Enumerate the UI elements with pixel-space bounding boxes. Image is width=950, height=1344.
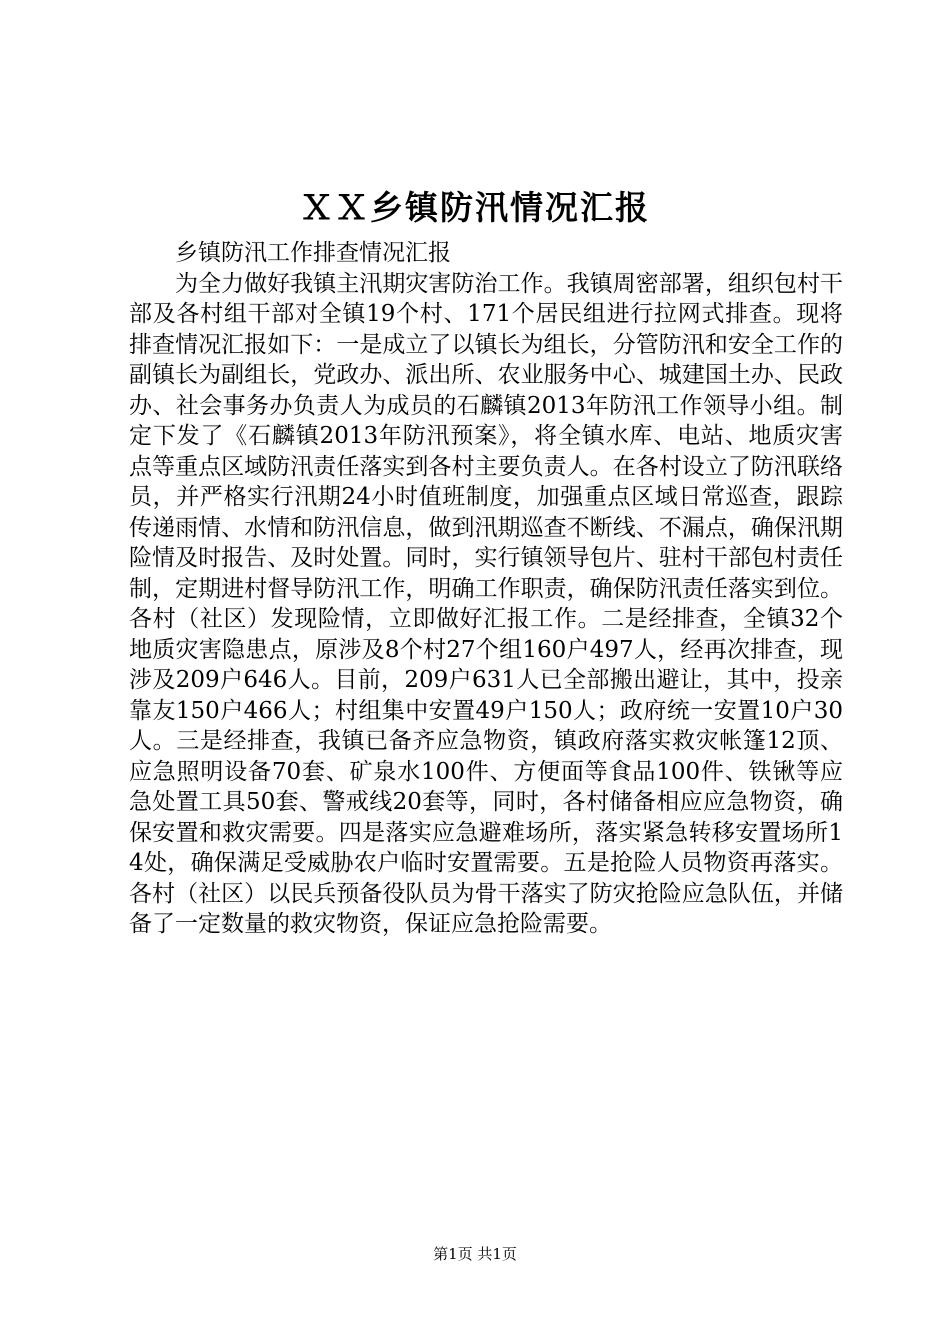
document-body	[129, 238, 843, 940]
document-subtitle: 乡镇防汛工作排查情况汇报	[175, 240, 451, 266]
page-number-footer: 第1页 共1页	[433, 1245, 517, 1263]
document-title: ＸＸ乡镇防汛情况汇报	[300, 188, 650, 227]
body-paragraph: 为全力做好我镇主汛期灾害防治工作。我镇周密部署，组织包村干部及各村组干部对全镇19个村、171个居民组进行拉网式排查。现将排查情况汇报如下：一是成立了以镇长为组长，分管防汛和安全工作的副镇长为副组长，党政办、派出所、农业服务中心、城建国土办、民政办、社会事务办负责人为成员的石麟镇2013年防汛工作领导小组。制定下发了《石麟镇2013年防汛预案》，将全镇水库、电站、地质灾害点等重点区域防汛责任落实到各村主要负责人。在各村设立了防汛联络员，并严格实行汛期24小时值班制度，加强重点区域日常巡查，跟踪传递雨情、水情和防汛信息，做到汛期巡查不断线、不漏点，确保汛期险情及时报告、及时处置。同时，实行镇领导包片、驻村干部包村责任制，定期进村督导防汛工作，明确工作职责，确保防汛责任落实到位。各村（社区）发现险情，立即做好汇报工作。二是经排查，全镇32个地质灾害隐患点，原涉及8个村27个组160户497人，经再次排查，现涉及209户646人。目前，209户631人已全部搬出避让，其中，投亲靠友150户466人；村组集中安置49户150人；政府统一安置10户30人。三是经排查，我镇已备齐应急物资，镇政府落实救灾帐篷12顶、应急照明设备70套、矿泉水100件、方便面等食品100件、铁锹等应急处置工具50套、警戒线20套等，同时，各村储备相应应急物资，确保安置和救灾需要。四是落实应急避难场所，落实紧急转移安置场所14处，确保满足受威胁农户临时安置需要。五是抢险人员物资再落实。各村（社区）以民兵预备役队员为骨干落实了防灾抢险应急队伍，并储备了一定数量的救灾物资，保证应急抢险需要。	[129, 270, 843, 937]
